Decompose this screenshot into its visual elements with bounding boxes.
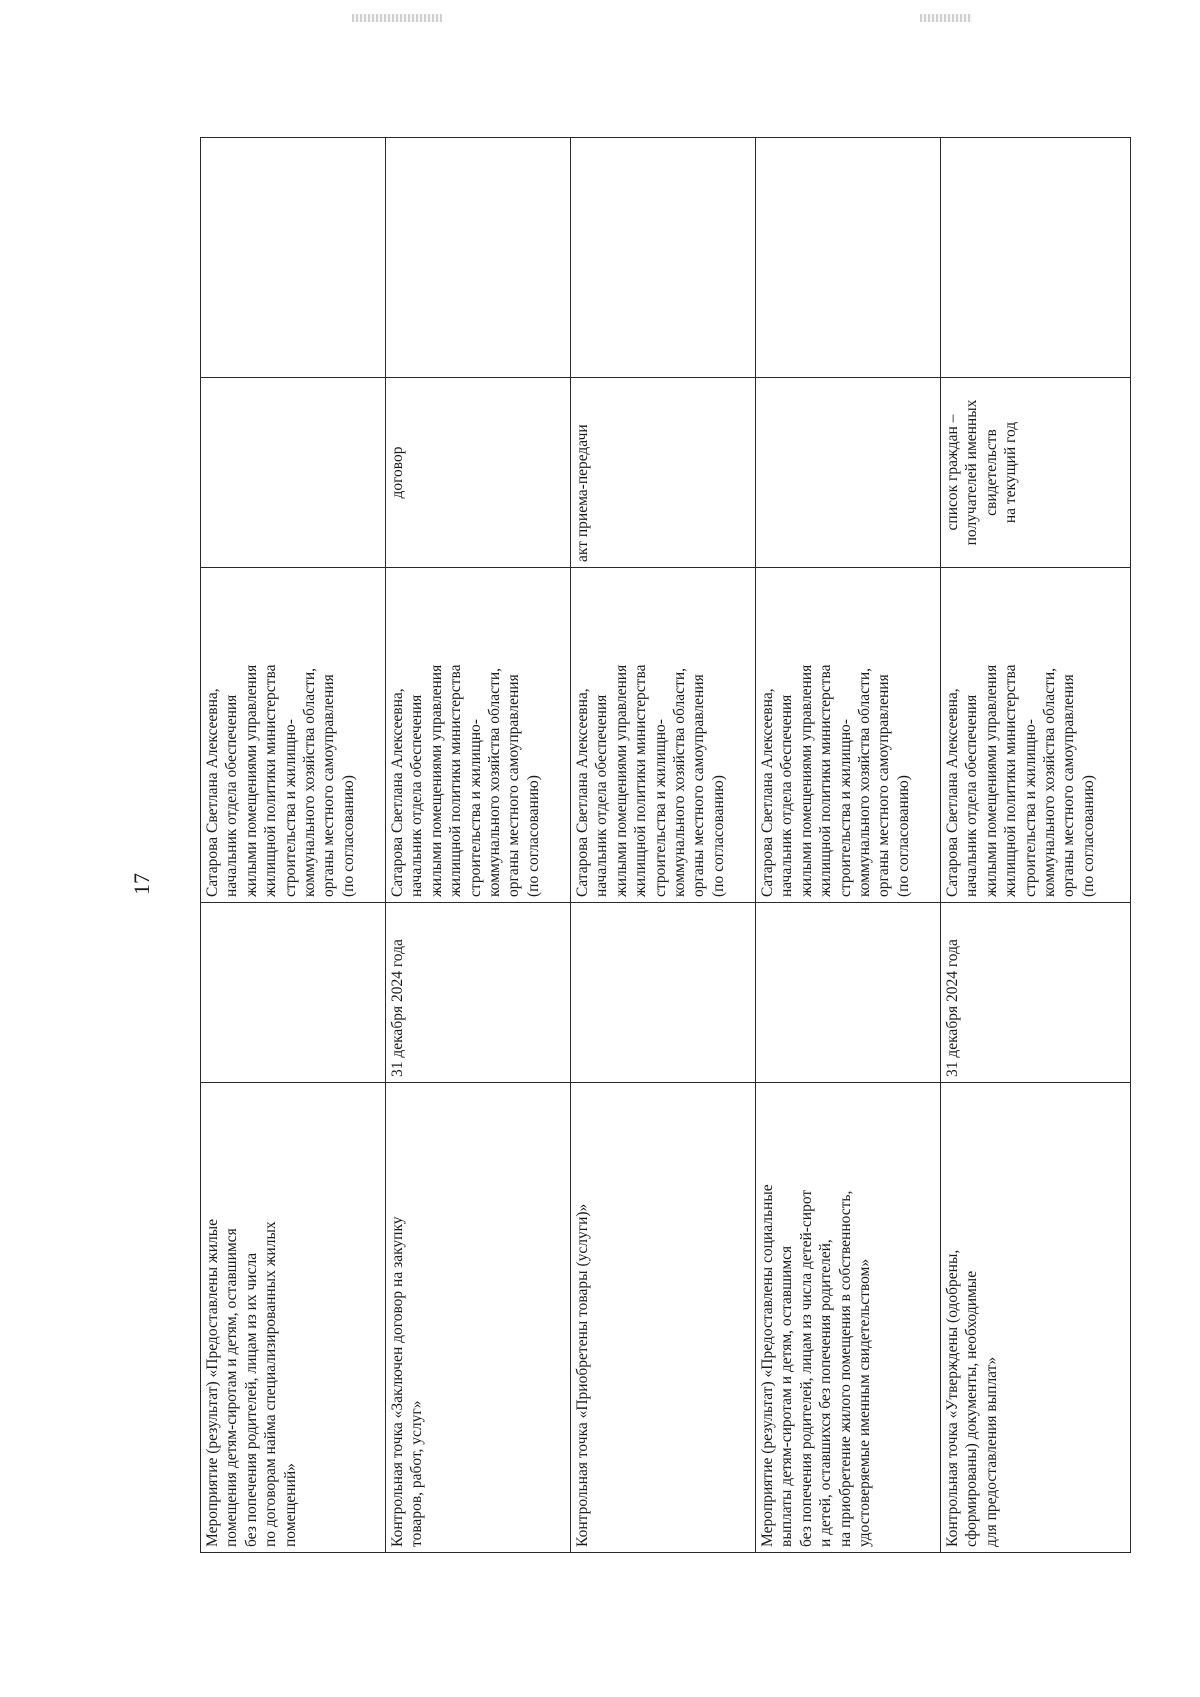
table-rotator [200, 138, 1130, 1553]
cell-responsible: Сатарова Светлана Алексеевна, начальник отдела обеспечения жилыми помещениями управления жилищной политики министерства строительства и жилищно- коммунального хозяйства области, органы местного самоуправления (по согласованию) [201, 568, 386, 903]
table-row [756, 138, 941, 1553]
cell-name: Мероприятие (результат) «Предоставлены социальные выплаты детям-сиротам и детям, оставшимся без попечения родителей, лицам из числа детей-сирот и детей, оставшихся без попечения родителей, на приобретение жилого помещения в собственность, удостоверяемые именным свидетельством» [756, 1083, 941, 1553]
cell-responsible: Сатарова Светлана Алексеевна, начальник отдела обеспечения жилыми помещениями управления жилищной политики министерства строительства и жилищно- коммунального хозяйства области, органы местного самоуправления (по согласованию) [756, 568, 941, 903]
cell-document: договор [386, 378, 571, 568]
cell-document: список граждан – получателей именных свидетельств на текущий год [941, 378, 1131, 568]
cell-document [201, 378, 386, 568]
table-row [386, 138, 571, 1553]
cell-deadline: 31 декабря 2024 года [386, 903, 571, 1083]
cell-responsible: Сатарова Светлана Алексеевна, начальник отдела обеспечения жилыми помещениями управления жилищной политики министерства строительства и жилищно- коммунального хозяйства области, органы местного самоуправления (по согласованию) [941, 568, 1131, 903]
cell-extra [941, 138, 1131, 378]
cell-responsible: Сатарова Светлана Алексеевна, начальник отдела обеспечения жилыми помещениями управления жилищной политики министерства строительства и жилищно- коммунального хозяйства области, органы местного самоуправления (по согласованию) [386, 568, 571, 903]
cell-responsible: Сатарова Светлана Алексеевна, начальник отдела обеспечения жилыми помещениями управления жилищной политики министерства строительства и жилищно- коммунального хозяйства области, органы местного самоуправления (по согласованию) [571, 568, 756, 903]
table-row [201, 138, 386, 1553]
scan-speck [920, 14, 972, 22]
rotated-table-page [200, 138, 1130, 1553]
cell-deadline [756, 903, 941, 1083]
table-row [941, 138, 1131, 1553]
cell-name: Контрольная точка «Приобретены товары (услуги)» [571, 1083, 756, 1553]
table-row [571, 138, 756, 1553]
cell-deadline [571, 903, 756, 1083]
cell-name: Мероприятие (результат) «Предоставлены жилые помещения детям-сиротам и детям, оставшимся без попечения родителей, лицам из их числа по договорам найма специализированных жилых помещений» [201, 1083, 386, 1553]
cell-extra [386, 138, 571, 378]
cell-document [756, 378, 941, 568]
cell-deadline: 31 декабря 2024 года [941, 903, 1131, 1083]
cell-extra [756, 138, 941, 378]
page-number: 17 [129, 873, 154, 895]
cell-extra [571, 138, 756, 378]
cell-deadline [201, 903, 386, 1083]
cell-name: Контрольная точка «Утверждены (одобрены, сформированы) документы, необходимые для предоставления выплат» [941, 1083, 1131, 1553]
cell-name: Контрольная точка «Заключен договор на закупку товаров, работ, услуг» [386, 1083, 571, 1553]
cell-extra [201, 138, 386, 378]
plan-table [200, 137, 1131, 1553]
cell-document: акт приема-передачи [571, 378, 756, 568]
scan-speck [352, 14, 442, 22]
